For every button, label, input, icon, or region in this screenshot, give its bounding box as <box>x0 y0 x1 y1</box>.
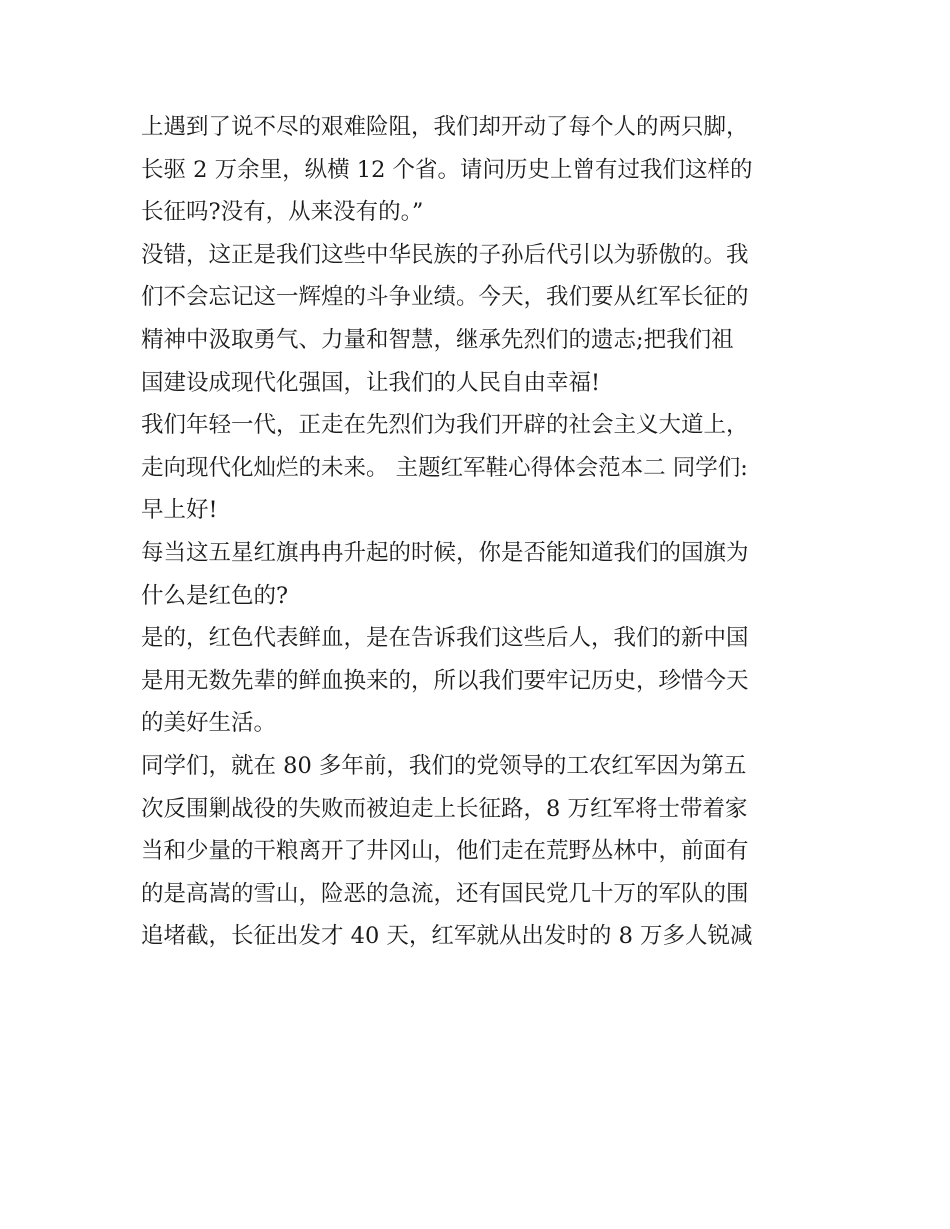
text-line: 上遇到了说不尽的艰难险阻，我们却开动了每个人的两只脚， <box>141 114 749 140</box>
text-line: 早上好! <box>141 497 218 524</box>
text-line: 的是高嵩的雪山，险恶的急流，还有国民党几十万的军队的围 <box>141 880 749 907</box>
text-line: 同学们，就在 80 多年前，我们的党领导的工农红军因为第五 <box>141 752 747 779</box>
text-line: 每当这五星红旗冉冉升起的时候，你是否能知道我们的国旗为 <box>141 539 749 566</box>
text-line: 追堵截，长征出发才 40 天，红军就从出发时的 8 万多人锐减 <box>141 923 753 950</box>
text-line: 我们年轻一代，正走在先烈们为我们开辟的社会主义大道上， <box>141 412 749 439</box>
text-line: 精神中汲取勇气、力量和智慧，继承先烈们的遗志;把我们祖 <box>141 326 734 353</box>
text-line: 走向现代化灿烂的未来。 主题红军鞋心得体会范本二 同学们: <box>141 454 748 481</box>
text-line: 什么是红色的? <box>141 582 289 609</box>
text-line: 的美好生活。 <box>141 710 277 737</box>
text-line: 是用无数先辈的鲜血换来的，所以我们要牢记历史，珍惜今天 <box>141 667 749 694</box>
text-line: 国建设成现代化强国，让我们的人民自由幸福! <box>141 369 601 396</box>
text-line: 当和少量的干粮离开了井冈山，他们走在荒野丛林中，前面有 <box>141 838 749 865</box>
text-line: 没错，这正是我们这些中华民族的子孙后代引以为骄傲的。我 <box>141 241 749 268</box>
text-line: 次反围剿战役的失败而被迫走上长征路，8 万红军将士带着家 <box>141 795 748 822</box>
text-line: 长征吗?没有，从来没有的。” <box>141 199 424 226</box>
text-line: 长驱 2 万余里，纵横 12 个省。请问历史上曾有过我们这样的 <box>141 156 753 183</box>
text-line: 们不会忘记这一辉煌的斗争业绩。今天，我们要从红军长征的 <box>141 284 749 311</box>
body-text <box>141 106 821 958</box>
text-line: 是的，红色代表鲜血，是在告诉我们这些后人，我们的新中国 <box>141 625 749 652</box>
